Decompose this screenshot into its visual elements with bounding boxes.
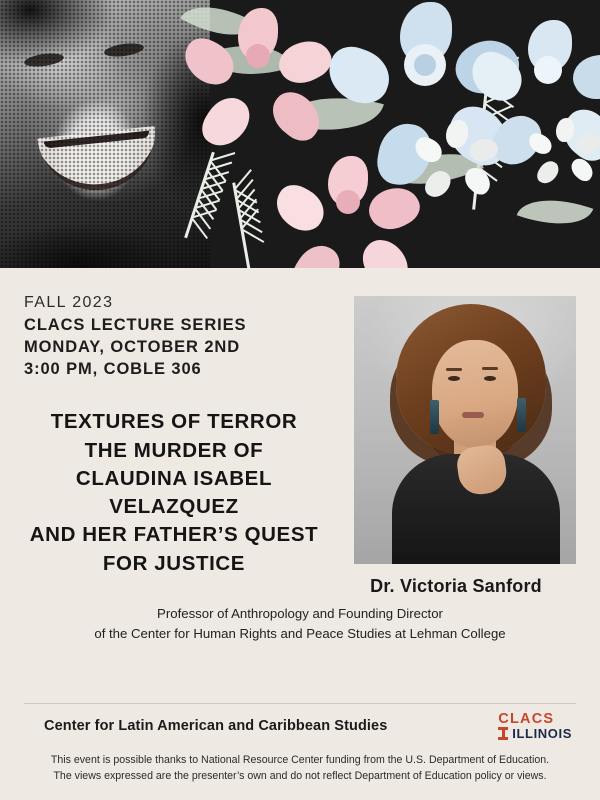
portrait-eye-left bbox=[23, 51, 64, 68]
speaker-name: Dr. Victoria Sanford bbox=[370, 576, 542, 596]
speaker-role bbox=[24, 604, 576, 644]
speaker-portrait-photo bbox=[354, 296, 576, 564]
clacs-wordmark: CLACS bbox=[498, 710, 555, 727]
title-line-6: FOR JUSTICE bbox=[102, 551, 246, 575]
flower-pink-bottom bbox=[300, 156, 396, 252]
poster-time-location-label: 3:00 PM, COBLE 306 bbox=[24, 359, 202, 378]
funding-disclaimer bbox=[24, 748, 576, 785]
halftone-portrait-image bbox=[0, 0, 210, 268]
floral-collage bbox=[180, 0, 600, 268]
speaker-earring-left bbox=[430, 400, 439, 434]
title-line-4: VELAZQUEZ bbox=[109, 495, 239, 519]
title-line-5: AND HER FATHER’S QUEST bbox=[29, 523, 319, 547]
portrait-eye-right bbox=[103, 41, 144, 58]
disclaimer-line-1: This event is possible thanks to National Resource Center funding from the U.S. Department of Education. bbox=[50, 754, 550, 766]
speaker-role-line-1: Professor of Anthropology and Founding Director bbox=[157, 606, 443, 621]
footer-branding-row bbox=[24, 704, 576, 748]
speaker-eye-left bbox=[448, 376, 460, 381]
clacs-illinois-logo bbox=[498, 712, 576, 741]
poster-term-label: FALL 2023 bbox=[24, 294, 114, 311]
speaker-role-line-2: of the Center for Human Rights and Peace Studies at Lehman College bbox=[94, 625, 506, 641]
flower-blue-right bbox=[496, 20, 600, 120]
leaf-shape bbox=[517, 185, 594, 239]
portrait-hair-shading bbox=[0, 0, 210, 268]
title-line-2: THE MURDER OF bbox=[84, 438, 264, 462]
department-name: Center for Latin American and Caribbean Studies bbox=[44, 718, 388, 734]
poster-series-label: CLACS LECTURE SERIES bbox=[24, 316, 247, 334]
speaker-earring-right bbox=[517, 398, 526, 432]
speaker-face bbox=[432, 340, 518, 448]
illinois-wordmark: ILLINOIS bbox=[512, 726, 572, 742]
illinois-wordmark-row bbox=[498, 727, 572, 740]
poster-banner-artwork bbox=[0, 0, 600, 268]
block-i-icon bbox=[498, 727, 508, 740]
title-line-1: TEXTURES OF TERROR bbox=[50, 410, 298, 434]
speaker-eye-right bbox=[484, 376, 496, 381]
title-line-3: CLAUDINA ISABEL bbox=[75, 466, 273, 490]
flower-pink bbox=[210, 8, 306, 104]
speaker-mouth bbox=[462, 412, 484, 418]
fern-leaf-icon bbox=[232, 182, 251, 268]
portrait-smile bbox=[37, 126, 160, 196]
poster-title bbox=[24, 408, 324, 578]
poster-date-label: MONDAY, OCTOBER 2ND bbox=[24, 337, 241, 356]
fern-leaf-icon bbox=[184, 152, 215, 239]
flower-blue-large bbox=[356, 2, 492, 128]
speaker-brow-right bbox=[482, 367, 498, 370]
flower-white-small bbox=[430, 120, 484, 174]
disclaimer-line-2: The views expressed are the presenter’s own and do not reflect Department of Education policy or views. bbox=[53, 770, 547, 783]
speaker-brow-left bbox=[446, 368, 462, 371]
poster-footer bbox=[0, 704, 600, 800]
flower-white-small bbox=[542, 118, 588, 164]
